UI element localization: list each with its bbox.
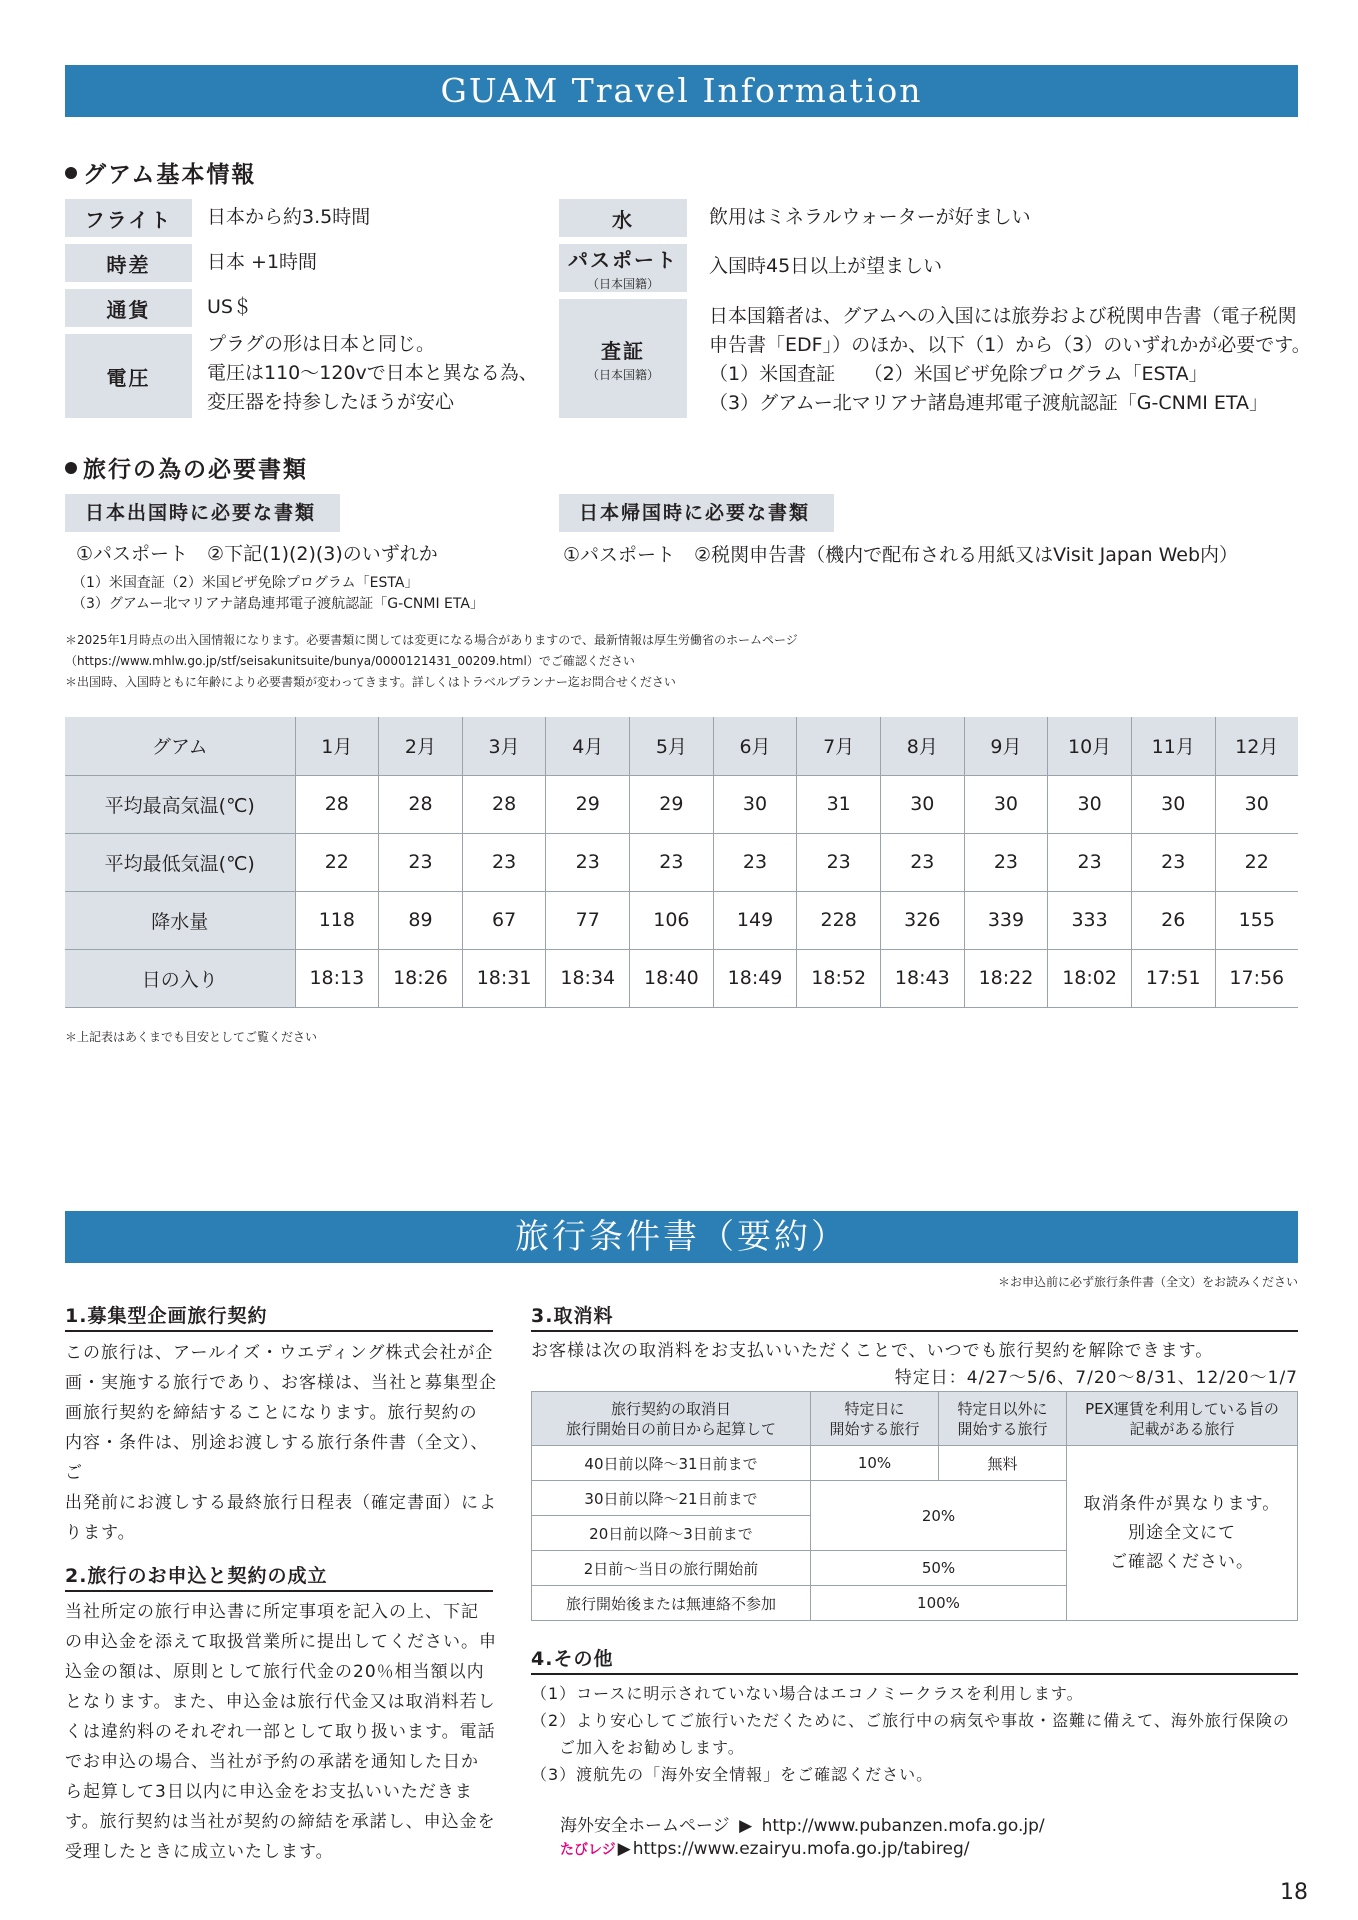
weather-row-label: 平均最低気温(℃) (65, 833, 295, 891)
weather-value-cell: 23 (797, 833, 881, 891)
weather-value-cell: 23 (713, 833, 797, 891)
weather-value-cell: 30 (880, 775, 964, 833)
weather-value-cell: 23 (880, 833, 964, 891)
weather-header-cell: 10月 (1048, 717, 1132, 775)
departure-docs-main: ①パスポート ②下記(1)(2)(3)のいずれか (76, 543, 438, 565)
arrow-right-icon: ▶ (739, 1816, 753, 1836)
documents-notes: ＊2025年1月時点の出入国情報になります。必要書類に関しては変更になる場合がありますので、最新情報は厚生労働省のホームページ （https://www.mhlw.go.jp/stf/seisakunitsuite/bunya/0000121431_00209.html）でご確認ください ＊出国時、入国時ともに年齢により必要書類が変わってきます。詳しくはトラベルプランナー迄お問合せください (65, 633, 798, 689)
cancel-fee-cell: 無料 (939, 1446, 1067, 1481)
cancel-date-cell: 20日前以降〜3日前まで (532, 1516, 811, 1551)
weather-header-cell: 2月 (379, 717, 463, 775)
weather-value-cell: 30 (1048, 775, 1132, 833)
weather-value-cell: 18:52 (797, 949, 881, 1007)
voltage-value: プラグの形は日本と同じ。 電圧は110〜120vで日本と異なる為、 変圧器を持参したほうが安心 (207, 333, 538, 413)
basic-info-heading: グアム基本情報 (65, 156, 256, 189)
sec2-text: 当社所定の旅行申込書に所定事項を記入の上、下記 の申込金を添えて取扱営業所に提出してください。申 込金の額は、原則として旅行代金の20％相当額以内 となります。また、申込金は旅行代金又は取消料若し くは違約料のそれぞれ一部として取り扱います。電話 でお申込の場合、当社が予約の承諾を通知した日か ら起算して3日以内に申込金をお支払いいただきま す。旅行契約は当社が契約の締結を承諾し、申込金を 受理したときに成立いたします。 (65, 1602, 497, 1862)
weather-table (65, 717, 1298, 1008)
weather-row-label: 平均最高気温(℃) (65, 775, 295, 833)
page-number: 18 (1280, 1880, 1308, 1905)
table-row (65, 949, 1298, 1007)
weather-value-cell: 23 (379, 833, 463, 891)
weather-value-cell: 149 (713, 891, 797, 949)
cancel-date-cell: 40日前以降〜31日前まで (532, 1446, 811, 1481)
weather-value-cell: 23 (1048, 833, 1132, 891)
cancel-fee-cell: 50% (811, 1551, 1067, 1586)
table-row (65, 833, 1298, 891)
sec1-text: この旅行は、アールイズ・ウエディング株式会社が企 画・実施する旅行であり、お客様は、当社と募集型企 画旅行契約を締結することになります。旅行契約の 内容・条件は、別途お渡しする旅行条件書（全文）、ご 出発前にお渡しする最終旅行日程表（確定書面）によ ります。 (65, 1343, 497, 1543)
weather-value-cell: 30 (964, 775, 1048, 833)
cancel-fee-cell: 10% (811, 1446, 939, 1481)
weather-header-cell: 11月 (1131, 717, 1215, 775)
weather-value-cell: 28 (295, 775, 379, 833)
currency-value: US＄ (207, 296, 252, 318)
weather-value-cell: 30 (1215, 775, 1298, 833)
weather-value-cell: 155 (1215, 891, 1298, 949)
weather-header-cell: 9月 (964, 717, 1048, 775)
weather-value-cell: 18:22 (964, 949, 1048, 1007)
weather-value-cell: 18:02 (1048, 949, 1132, 1007)
sec3-special-dates: 特定日：4/27〜5/6、7/20〜8/31、12/20〜1/7 (894, 1368, 1298, 1388)
documents-heading: 旅行の為の必要書類 (65, 451, 308, 484)
weather-header-cell: 8月 (880, 717, 964, 775)
sec4-items: （1）コースに明示されていない場合はエコノミークラスを利用します。 （2）より安心してご旅行いただくために、ご旅行中の病気や事故・盗難に備えて、海外旅行保険の ご加入をお勧めします。 （3）渡航先の「海外安全情報」をご確認ください。 (531, 1684, 1290, 1784)
cancel-date-cell: 30日前以降〜21日前まで (532, 1481, 811, 1516)
weather-value-cell: 228 (797, 891, 881, 949)
conditions-note: ＊お申込前に必ず旅行条件書（全文）をお読みください (997, 1275, 1298, 1289)
weather-value-cell: 17:56 (1215, 949, 1298, 1007)
weather-value-cell: 17:51 (1131, 949, 1215, 1007)
weather-value-cell: 67 (462, 891, 546, 949)
bullet-icon (65, 462, 77, 474)
cancel-fee-cell: 100% (811, 1586, 1067, 1621)
weather-value-cell: 339 (964, 891, 1048, 949)
passport-value: 入国時45日以上が望ましい (709, 255, 943, 277)
conditions-banner: 旅行条件書（要約） (65, 1211, 1298, 1263)
flight-label: フライト (65, 199, 192, 237)
weather-value-cell: 22 (1215, 833, 1298, 891)
currency-label: 通貨 (65, 289, 192, 327)
water-label: 水 (559, 199, 687, 237)
cancel-header-special: 特定日に 開始する旅行 (811, 1392, 939, 1446)
voltage-label: 電圧 (65, 334, 192, 418)
arrow-right-icon: ▶ (617, 1839, 631, 1859)
tabireg-logo: たびレジ (560, 1842, 616, 1858)
weather-value-cell: 18:31 (462, 949, 546, 1007)
weather-row-label: 降水量 (65, 891, 295, 949)
cancel-header-pex: PEX運賃を利用している旨の 記載がある旅行 (1067, 1392, 1298, 1446)
tabireg-link-line (560, 1839, 969, 1859)
weather-value-cell: 23 (630, 833, 714, 891)
weather-row-label: 日の入り (65, 949, 295, 1007)
water-value: 飲用はミネラルウォーターが好ましい (709, 206, 1031, 228)
weather-value-cell: 28 (462, 775, 546, 833)
cancellation-table (531, 1391, 1298, 1621)
weather-value-cell: 333 (1048, 891, 1132, 949)
weather-value-cell: 118 (295, 891, 379, 949)
table-row (65, 775, 1298, 833)
weather-header-cell: 3月 (462, 717, 546, 775)
weather-value-cell: 326 (880, 891, 964, 949)
weather-value-cell: 30 (713, 775, 797, 833)
weather-value-cell: 18:40 (630, 949, 714, 1007)
travel-info-banner: GUAM Travel Information (65, 65, 1298, 117)
weather-value-cell: 26 (1131, 891, 1215, 949)
weather-value-cell: 28 (379, 775, 463, 833)
passport-label: パスポート （日本国籍） (559, 244, 687, 292)
table-row (532, 1446, 1298, 1481)
weather-value-cell: 106 (630, 891, 714, 949)
sec1-title: 1.募集型企画旅行契約 (65, 1302, 493, 1332)
weather-value-cell: 23 (1131, 833, 1215, 891)
weather-value-cell: 31 (797, 775, 881, 833)
visa-value: 日本国籍者は、グアムへの入国には旅券および税関申告書（電子税関 申告書「EDF」）のほか、以下（1）から（3）のいずれかが必要です。 （1）米国査証 （2）米国ビザ免除プログラム「ESTA」 （3）グアムー北マリアナ諸島連邦電子渡航認証「G-CNMI ETA」 (709, 305, 1311, 414)
sec2-title: 2.旅行のお申込と契約の成立 (65, 1562, 493, 1592)
weather-value-cell: 23 (462, 833, 546, 891)
pex-note-cell: 取消条件が異なります。 別途全文にて ご確認ください。 (1067, 1446, 1298, 1621)
weather-header-cell: グアム (65, 717, 295, 775)
cancel-header-normal: 特定日以外に 開始する旅行 (939, 1392, 1067, 1446)
safety-link[interactable]: http://www.pubanzen.mofa.go.jp/ (761, 1816, 1045, 1836)
weather-header-cell: 12月 (1215, 717, 1298, 775)
cancel-date-cell: 旅行開始後または無連絡不参加 (532, 1586, 811, 1621)
weather-value-cell: 30 (1131, 775, 1215, 833)
visa-label: 査証 （日本国籍） (559, 299, 687, 418)
flight-value: 日本から約3.5時間 (207, 206, 371, 228)
weather-value-cell: 22 (295, 833, 379, 891)
timediff-label: 時差 (65, 244, 192, 282)
sec4-title: 4.その他 (531, 1645, 1298, 1675)
departure-docs-tag: 日本出国時に必要な書類 (65, 494, 340, 532)
weather-value-cell: 77 (546, 891, 630, 949)
weather-header-cell: 5月 (630, 717, 714, 775)
sec3-intro: お客様は次の取消料をお支払いいただくことで、いつでも旅行契約を解除できます。 (531, 1341, 1214, 1361)
weather-value-cell: 18:34 (546, 949, 630, 1007)
weather-value-cell: 18:49 (713, 949, 797, 1007)
weather-value-cell: 23 (546, 833, 630, 891)
timediff-value: 日本 +1時間 (207, 251, 318, 273)
return-docs-tag: 日本帰国時に必要な書類 (559, 494, 834, 532)
weather-value-cell: 18:43 (880, 949, 964, 1007)
weather-note: ＊上記表はあくまでも目安としてご覧ください (65, 1030, 318, 1044)
safety-link-line (560, 1811, 1045, 1836)
weather-header-row (65, 717, 1298, 775)
cancel-fee-cell: 20% (811, 1481, 1067, 1551)
weather-header-cell: 4月 (546, 717, 630, 775)
weather-header-cell: 6月 (713, 717, 797, 775)
weather-value-cell: 18:13 (295, 949, 379, 1007)
weather-value-cell: 23 (964, 833, 1048, 891)
weather-header-cell: 7月 (797, 717, 881, 775)
cancel-header-date: 旅行契約の取消日 旅行開始日の前日から起算して (532, 1392, 811, 1446)
weather-value-cell: 18:26 (379, 949, 463, 1007)
sec3-title: 3.取消料 (531, 1302, 1298, 1332)
table-row (65, 891, 1298, 949)
departure-docs-list: （1）米国査証（2）米国ビザ免除プログラム「ESTA」 （3）グアムー北マリアナ諸島連邦電子渡航認証「G-CNMI ETA」 (72, 575, 484, 612)
tabireg-link[interactable]: https://www.ezairyu.mofa.go.jp/tabireg/ (632, 1839, 970, 1859)
return-docs-main: ①パスポート ②税関申告書（機内で配布される用紙又はVisit Japan Web内） (563, 544, 1239, 566)
weather-value-cell: 29 (546, 775, 630, 833)
weather-header-cell: 1月 (295, 717, 379, 775)
weather-value-cell: 89 (379, 891, 463, 949)
bullet-icon (65, 167, 77, 179)
weather-value-cell: 29 (630, 775, 714, 833)
safety-link-label: 海外安全ホームページ (560, 1816, 730, 1836)
cancel-date-cell: 2日前〜当日の旅行開始前 (532, 1551, 811, 1586)
